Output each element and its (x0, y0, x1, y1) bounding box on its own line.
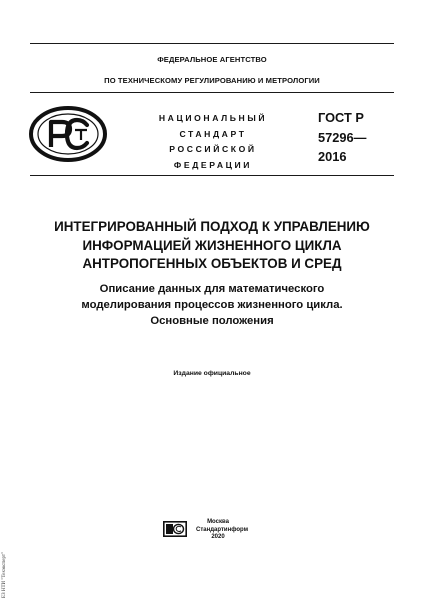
subtitle-line: Описание данных для математического (99, 283, 325, 295)
publisher-logo-graphic (163, 521, 187, 537)
gost-number-line: 2016 (318, 149, 347, 164)
subtitle-line: Основные положения (150, 315, 274, 327)
rst-emblem-icon (29, 106, 107, 162)
side-watermark-note: ЕЗ НТИ "Техэксперт" (2, 551, 7, 598)
publisher-info (196, 519, 249, 542)
document-title (20, 218, 404, 274)
standartinform-logo-icon (163, 521, 187, 537)
standard-label-line: СТАНДАРТ (179, 128, 247, 139)
gost-number (318, 108, 366, 167)
edition-label: Издание официальное (173, 370, 251, 377)
standard-label-line: ФЕДЕРАЦИИ (173, 159, 253, 170)
subtitle-line: моделирования процессов жизненного цикла. (81, 299, 343, 311)
publisher-line: Стандартинформ (196, 526, 249, 533)
top-rule (30, 43, 394, 44)
title-line: ИНФОРМАЦИЕЙ ЖИЗНЕННОГО ЦИКЛА (82, 237, 342, 253)
publisher-line: Москва (207, 519, 229, 525)
national-standard-label (150, 111, 276, 173)
standard-divider (30, 175, 394, 176)
gost-number-line: 57296— (318, 129, 367, 145)
title-line: АНТРОПОГЕННЫХ ОБЪЕКТОВ И СРЕД (82, 256, 342, 272)
standard-label-line: НАЦИОНАЛЬНЫЙ (158, 113, 268, 123)
document-subtitle (20, 281, 404, 329)
rst-emblem-graphic (29, 106, 107, 162)
agency-line-1: ФЕДЕРАЛЬНОЕ АГЕНТСТВО (157, 55, 267, 64)
title-line: ИНТЕГРИРОВАННЫЙ ПОДХОД К УПРАВЛЕНИЮ (54, 219, 370, 234)
gost-number-line: ГОСТ Р (318, 110, 364, 125)
agency-divider (30, 92, 394, 93)
publisher-line: 2020 (211, 534, 225, 541)
standard-label-line: РОССИЙСКОЙ (169, 144, 257, 154)
agency-line-2: ПО ТЕХНИЧЕСКОМУ РЕГУЛИРОВАНИЮ И МЕТРОЛОГИИ (104, 76, 320, 85)
